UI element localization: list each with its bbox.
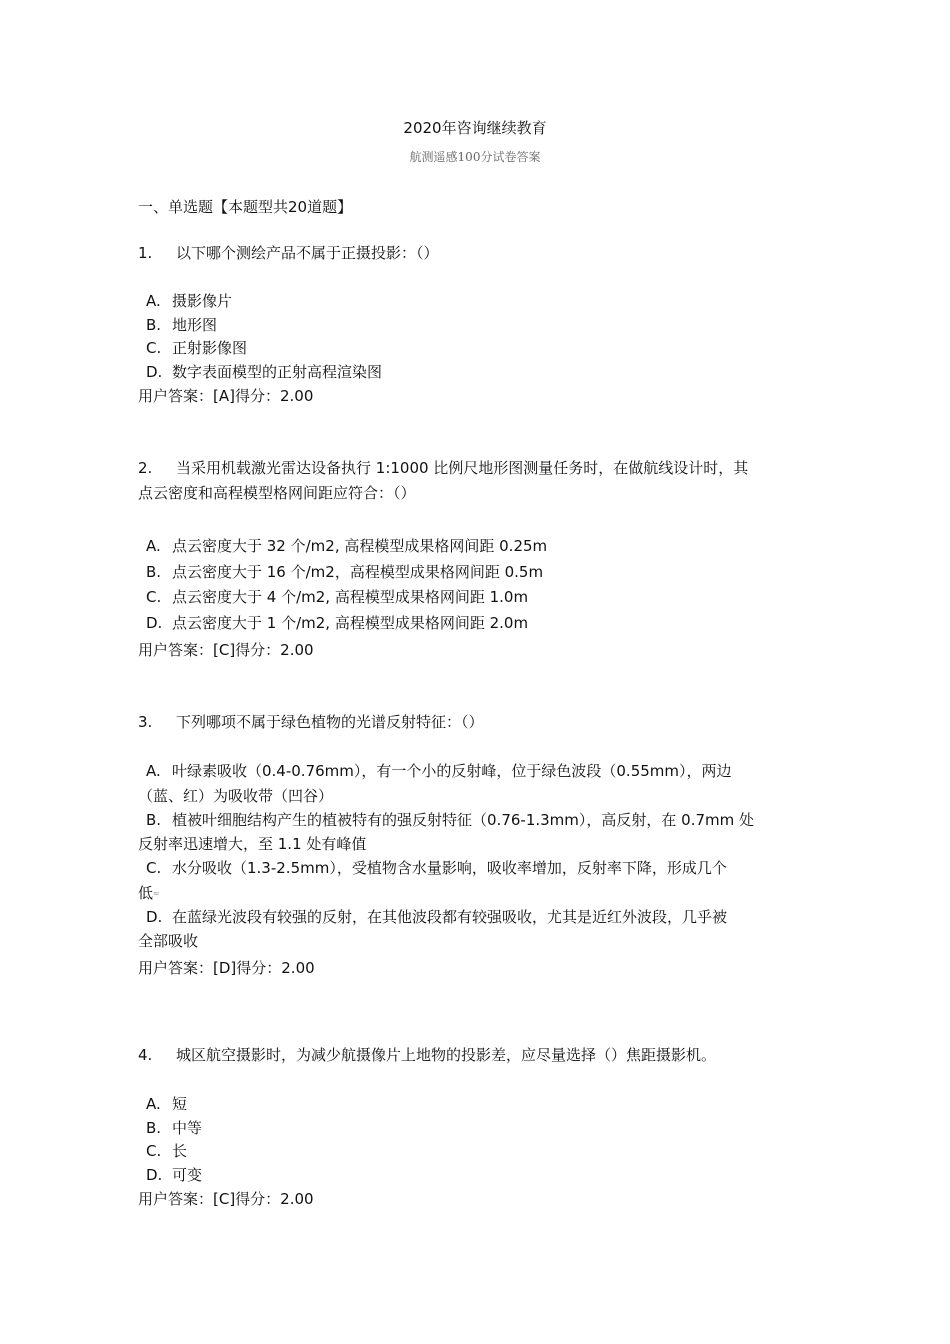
option-a: A. 摄影像片 — [146, 292, 233, 310]
question-2 — [138, 456, 818, 506]
question-4-options — [138, 1093, 818, 1211]
question-2-options — [138, 534, 818, 664]
question-3 — [138, 710, 818, 735]
option-b: B. 地形图 — [146, 315, 218, 334]
option-d: D. 在蓝绿光波段有较强的反射，在其他波段都有较强吸收，尤其是近红外波段，几乎被 全部吸收 — [138, 907, 728, 950]
question-number: 1. — [138, 244, 153, 262]
document-subtitle: 航测遥感100分试卷答案 — [409, 150, 541, 164]
question-text-line1: 当采用机载激光雷达设备执行 1:1000 比例尺地形图测量任务时，在做航线设计时，其 — [176, 459, 749, 477]
question-text: 下列哪项不属于绿色植物的光谱反射特征：（） — [176, 713, 484, 731]
user-answer: 用户答案：[C]得分：2.00 — [138, 1190, 314, 1208]
user-answer: 用户答案：[A]得分：2.00 — [138, 387, 314, 405]
section-heading: 一、单选题【本题型共20道题】 — [138, 198, 353, 216]
option-a: A. 叶绿素吸收（0.4-0.76mm），有一个小的反射峰，位于绿色波段（0.55mm），两边 （蓝、红）为吸收带（凹谷） — [138, 762, 732, 805]
question-3-options — [138, 760, 818, 982]
option-c: C. 水分吸收（1.3-2.5mm），受植物含水量影响，吸收率增加，反射率下降，形成几个 低≈ — [138, 859, 727, 902]
option-c: C. 正射影像图 — [146, 339, 248, 357]
question-1-options — [138, 290, 818, 408]
question-text: 以下哪个测绘产品不属于正摄投影：（） — [176, 244, 439, 262]
document-title: 2020年咨询继续教育 — [403, 119, 547, 137]
user-answer: 用户答案：[D]得分：2.00 — [138, 959, 315, 977]
option-d: D. 点云密度大于 1 个/m2, 高程模型成果格网间距 2.0m — [146, 613, 529, 632]
option-c: C. 长 — [146, 1142, 188, 1160]
question-number: 2. — [138, 459, 153, 477]
option-a: A. 点云密度大于 32 个/m2, 高程模型成果格网间距 0.25m — [146, 537, 548, 555]
option-b: B. 中等 — [146, 1118, 203, 1137]
question-number: 4. — [138, 1046, 153, 1064]
option-d: D. 可变 — [146, 1165, 203, 1184]
question-text: 城区航空摄影时，为减少航摄像片上地物的投影差，应尽量选择（）焦距摄影机。 — [176, 1046, 717, 1064]
option-b: B. 点云密度大于 16 个/m2，高程模型成果格网间距 0.5m — [146, 562, 544, 581]
user-answer: 用户答案：[C]得分：2.00 — [138, 641, 314, 659]
option-b: B. 植被叶细胞结构产生的植被特有的强反射特征（0.76-1.3mm），高反射，在 0.7mm 处 反射率迅速增大，至 1.1 处有峰值 — [138, 810, 755, 853]
option-c: C. 点云密度大于 4 个/m2, 高程模型成果格网间距 1.0m — [146, 588, 529, 606]
question-1 — [138, 241, 818, 266]
question-number: 3. — [138, 713, 153, 731]
question-4 — [138, 1043, 818, 1068]
option-a: A. 短 — [146, 1095, 188, 1113]
question-text-line2: 点云密度和高程模型格网间距应符合：（） — [138, 484, 416, 502]
option-d: D. 数字表面模型的正射高程渲染图 — [146, 362, 383, 381]
